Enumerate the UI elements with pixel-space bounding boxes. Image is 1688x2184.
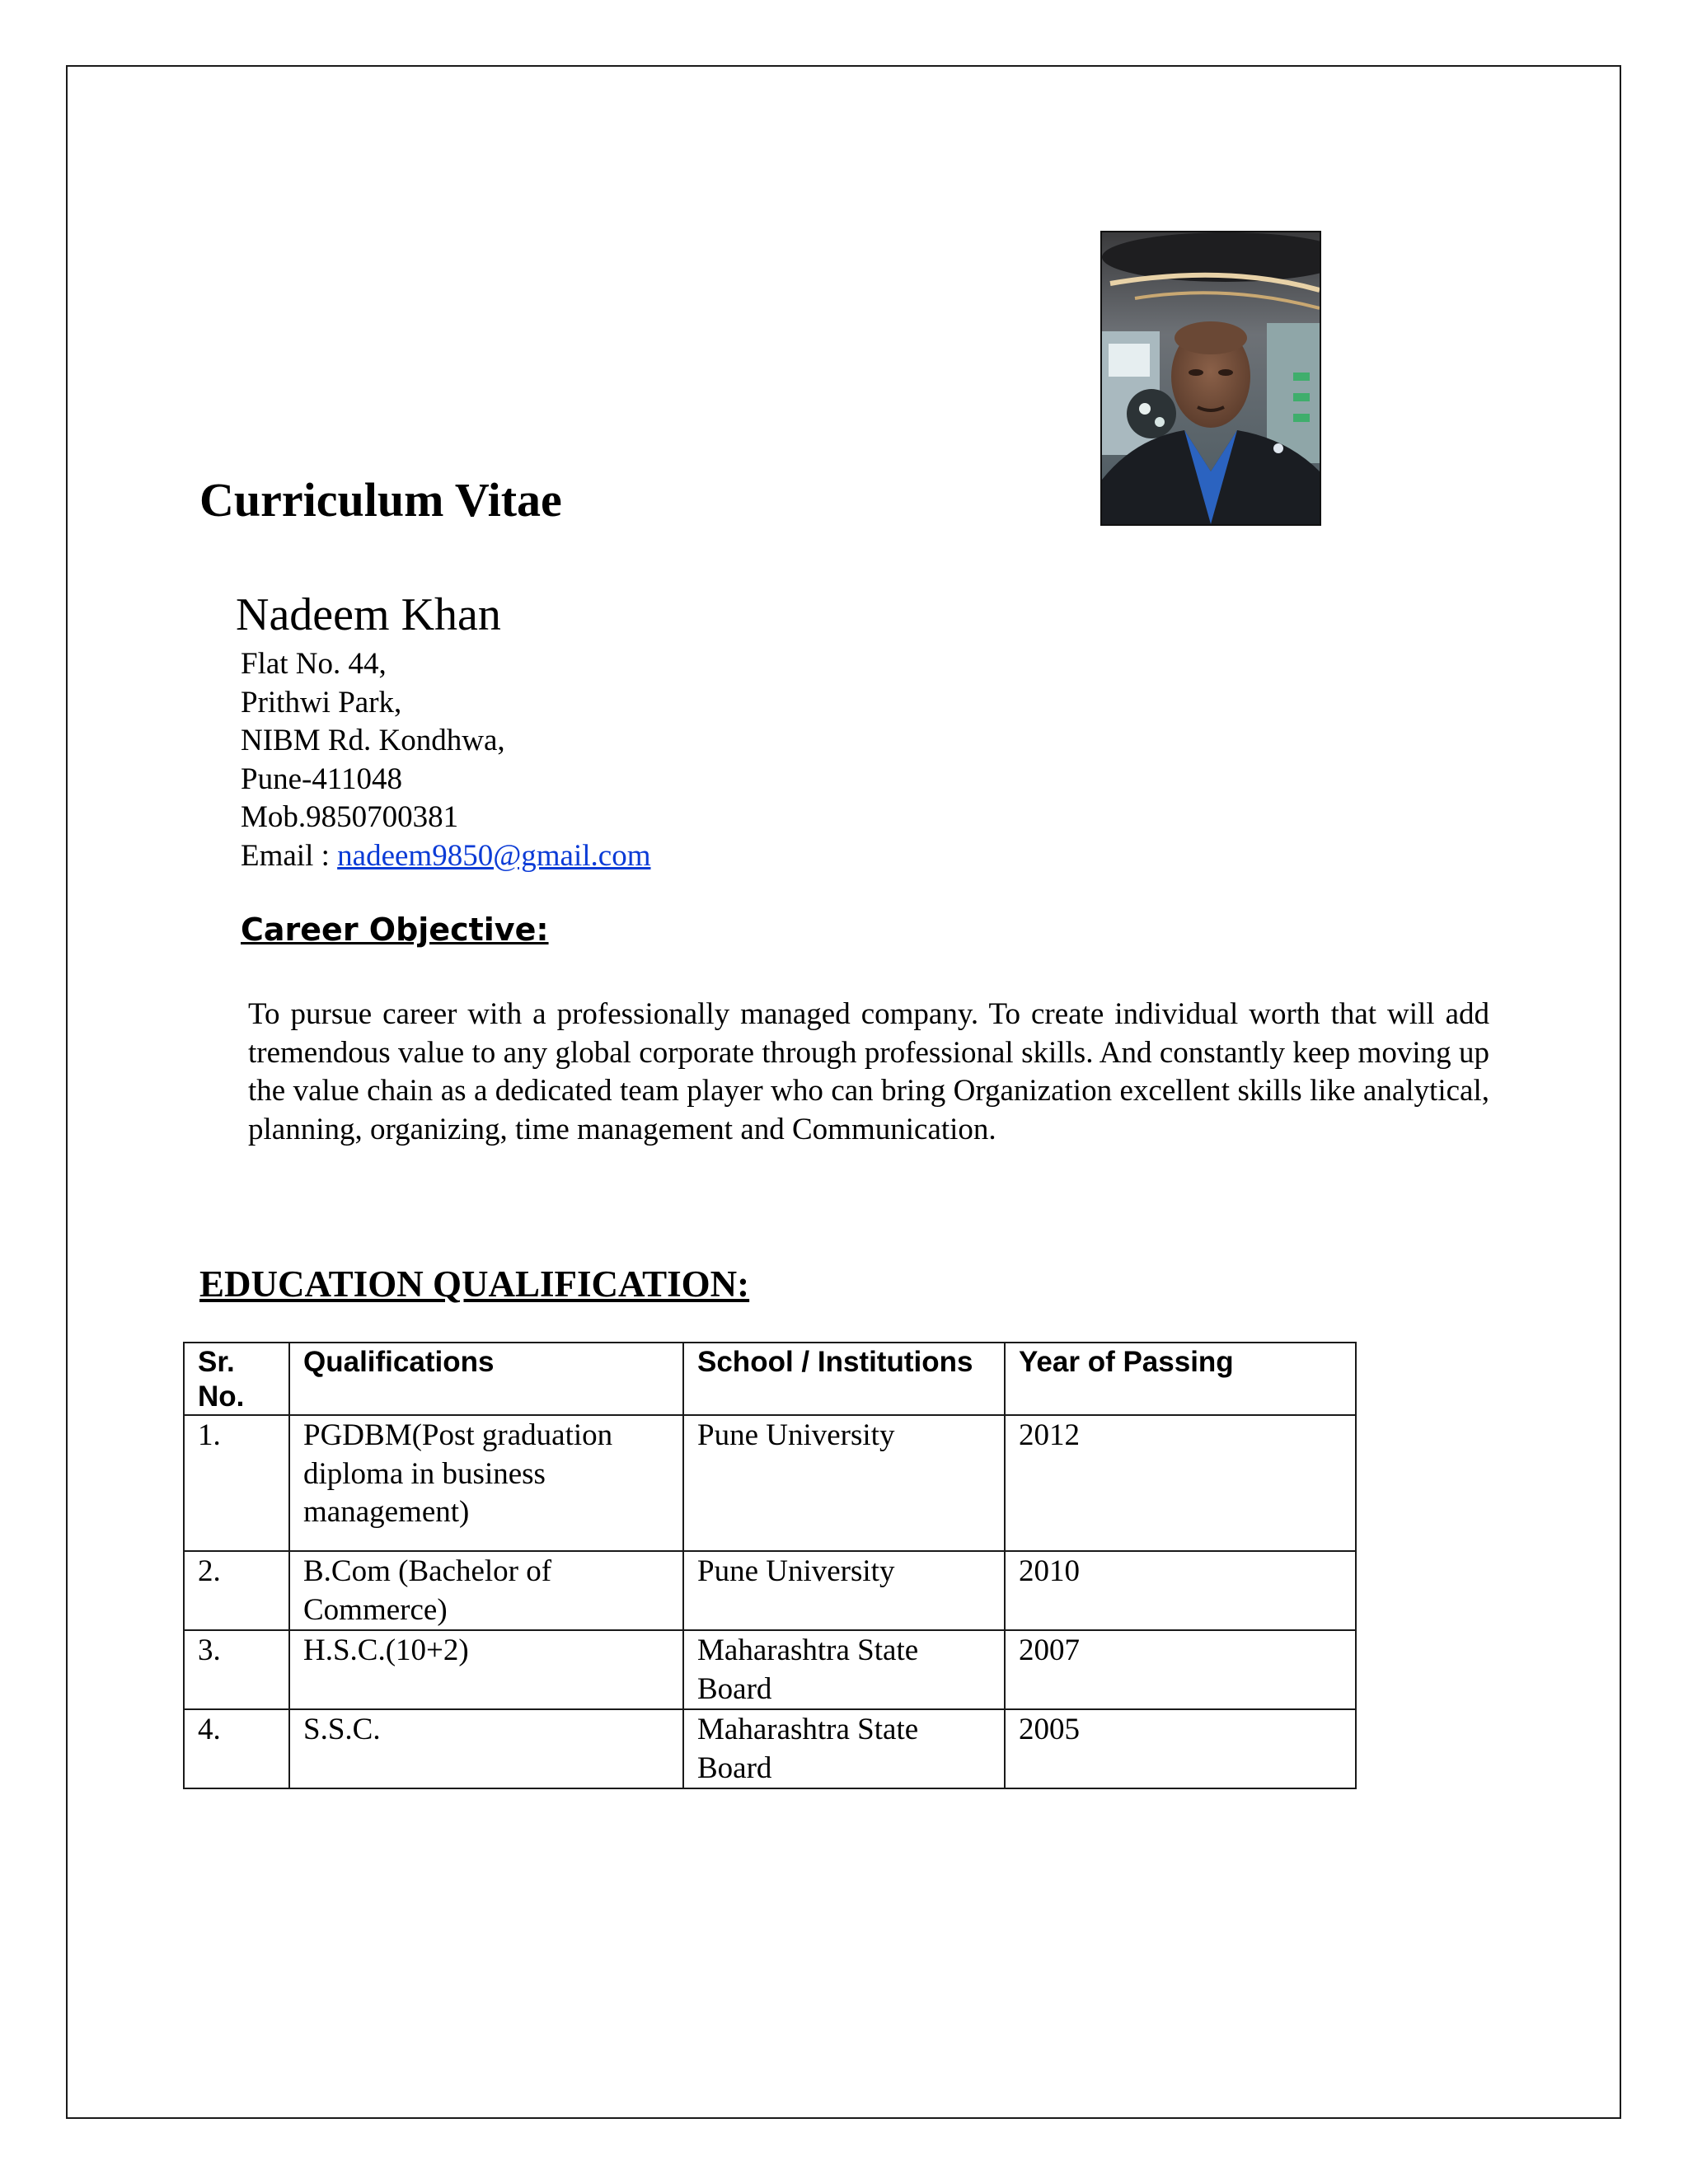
education-heading: EDUCATION QUALIFICATION:	[199, 1263, 750, 1305]
person-photo-icon	[1102, 232, 1320, 524]
address-line: Prithwi Park,	[241, 685, 402, 719]
email-row	[241, 837, 651, 876]
cell-institution: Maharashtra State Board	[683, 1709, 1005, 1788]
email-label: Email :	[241, 838, 338, 873]
cell-year: 2012	[1005, 1415, 1356, 1551]
cell-qualification: PGDBM(Post graduation diploma in business management)	[289, 1415, 683, 1551]
cell-qualification: S.S.C.	[289, 1709, 683, 1788]
cell-qualification: B.Com (Bachelor of Commerce)	[289, 1551, 683, 1630]
table-row	[184, 1551, 1356, 1630]
address-line: Pune-411048	[241, 762, 402, 796]
education-table	[183, 1342, 1357, 1789]
address-line: Flat No. 44,	[241, 647, 387, 681]
cell-year: 2010	[1005, 1551, 1356, 1630]
column-header-sr-no: Sr. No.	[184, 1343, 289, 1415]
cell-institution: Maharashtra State Board	[683, 1630, 1005, 1709]
table-row	[184, 1630, 1356, 1709]
document-title: Curriculum Vitae	[199, 473, 562, 527]
cell-sr-no: 3.	[184, 1630, 289, 1709]
cell-sr-no: 4.	[184, 1709, 289, 1788]
cell-institution: Pune University	[683, 1551, 1005, 1630]
column-header-institutions: School / Institutions	[683, 1343, 1005, 1415]
table-row	[184, 1415, 1356, 1551]
cell-year: 2005	[1005, 1709, 1356, 1788]
cell-year: 2007	[1005, 1630, 1356, 1709]
cell-sr-no: 1.	[184, 1415, 289, 1551]
mobile-number: Mob.9850700381	[241, 800, 459, 834]
table-row	[184, 1709, 1356, 1788]
table-header-row	[184, 1343, 1356, 1415]
candidate-name: Nadeem Khan	[236, 589, 501, 640]
cell-institution: Pune University	[683, 1415, 1005, 1551]
career-objective-text: To pursue career with a professionally managed company. To create individual worth that will add tremendous value to any global corporate through professional skills. And constantly keep moving up the value chain as a dedicated team player who can bring Organization excellent skills like analytical, planning, organizing, time management and Communication.	[248, 997, 1489, 1146]
cell-sr-no: 2.	[184, 1551, 289, 1630]
column-header-qualifications: Qualifications	[289, 1343, 683, 1415]
address-line: NIBM Rd. Kondhwa,	[241, 724, 505, 757]
email-link[interactable]: nadeem9850@gmail.com	[337, 838, 651, 873]
contact-block	[241, 645, 651, 875]
cell-qualification: H.S.C.(10+2)	[289, 1630, 683, 1709]
profile-photo	[1100, 231, 1321, 526]
career-objective-heading: Career Objective:	[241, 912, 549, 948]
column-header-year: Year of Passing	[1005, 1343, 1356, 1415]
